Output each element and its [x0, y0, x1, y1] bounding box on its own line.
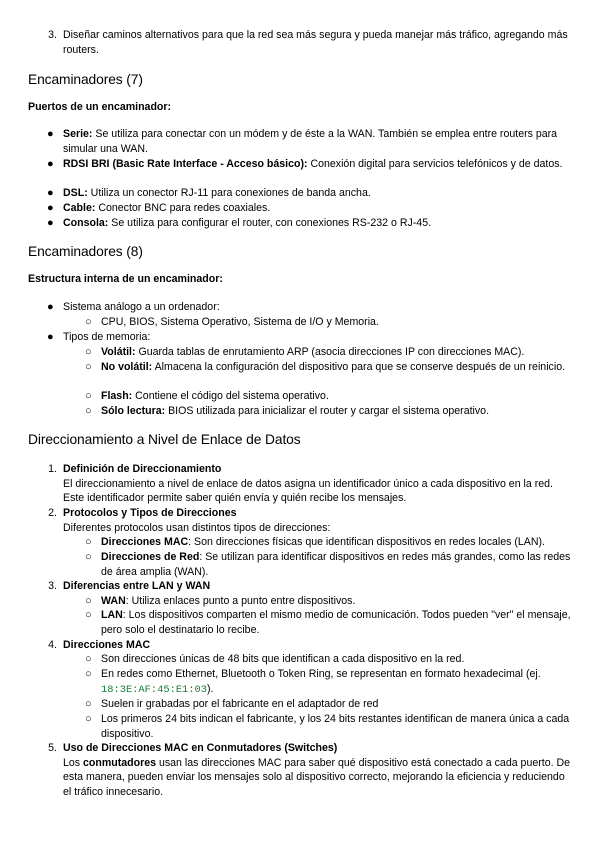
item-title: Direcciones MAC: [63, 639, 151, 651]
list-item: [63, 127, 573, 156]
term: WAN: [101, 595, 126, 607]
sub-list-item: [101, 608, 573, 637]
list-number: 5.: [48, 742, 57, 754]
item-title: Diferencias entre LAN y WAN: [63, 580, 211, 592]
list-item: [63, 216, 573, 231]
list-item: Tipos de memoria:: [63, 331, 151, 343]
bullet-icon: ●: [47, 158, 54, 170]
list-number: 2.: [48, 507, 57, 519]
sub-list-item: CPU, BIOS, Sistema Operativo, Sistema de I/O y Memoria.: [101, 316, 379, 328]
sub-list-item: [101, 535, 573, 550]
bullet-icon: ●: [47, 301, 54, 313]
description: En redes como Ethernet, Bluetooth o Token Ring, se representan en formato hexadecimal (ej.: [101, 668, 541, 680]
item-body: Diferentes protocolos usan distintos tipos de direcciones:: [63, 521, 331, 534]
list-number: 4.: [48, 639, 57, 651]
bullet-icon: ●: [47, 128, 54, 140]
description: Guarda tablas de enrutamiento ARP (asocia direcciones IP con direcciones MAC).: [135, 346, 525, 358]
term: Consola:: [63, 217, 109, 229]
list-item: [63, 157, 573, 172]
circle-bullet-icon: ○: [85, 713, 92, 725]
sub-list-item: Suelen ir grabadas por el fabricante en el adaptador de red: [101, 698, 379, 710]
circle-bullet-icon: ○: [85, 361, 92, 373]
section-heading: Encaminadores (7): [28, 72, 143, 87]
sub-list-item: [101, 360, 573, 375]
description: Utiliza un conector RJ-11 para conexiones de banda ancha.: [87, 187, 371, 199]
bullet-icon: ●: [47, 187, 54, 199]
sub-list-item: [101, 345, 573, 360]
list-item: [63, 506, 573, 535]
term: Volátil:: [101, 346, 136, 358]
list-item: [63, 201, 573, 216]
circle-bullet-icon: ○: [85, 390, 92, 402]
item-body: El direccionamiento a nivel de enlace de datos asigna un identificador único a cada dispositivo en la red. Este identificador permite saber quién envía y quién recibe los mensajes.: [63, 477, 553, 505]
circle-bullet-icon: ○: [85, 346, 92, 358]
circle-bullet-icon: ○: [85, 405, 92, 417]
list-item-text: Diseñar caminos alternativos para que la red sea más segura y pueda manejar más tráfico, agregando más routers.: [63, 29, 568, 56]
section-subheading: Estructura interna de un encaminador:: [28, 273, 223, 285]
sub-list-item: Los primeros 24 bits indican el fabricante, y los 24 bits restantes identifican de manera única a cada dispositivo.: [101, 713, 570, 740]
term: conmutadores: [83, 756, 157, 769]
bullet-icon: ●: [47, 331, 54, 343]
section-heading: Direccionamiento a Nivel de Enlace de Datos: [28, 432, 301, 447]
circle-bullet-icon: ○: [85, 551, 92, 563]
sub-list-item: [101, 594, 573, 609]
sub-list-item: [101, 667, 573, 697]
list-number: 3.: [48, 580, 57, 592]
circle-bullet-icon: ○: [85, 668, 92, 680]
item-title: Uso de Direcciones MAC en Conmutadores (Switches): [63, 742, 338, 754]
list-item: [63, 462, 573, 506]
description: Contiene el código del sistema operativo.: [132, 390, 329, 402]
sub-list-item: [101, 404, 573, 419]
term: Direcciones MAC: [101, 536, 189, 548]
term: Direcciones de Red: [101, 551, 200, 563]
term: Flash:: [101, 390, 133, 402]
list-number: 1.: [48, 463, 57, 475]
item-body-pre: Los: [63, 756, 84, 769]
description-end: ).: [207, 682, 214, 695]
circle-bullet-icon: ○: [85, 536, 92, 548]
bullet-icon: ●: [47, 217, 54, 229]
circle-bullet-icon: ○: [85, 316, 92, 328]
term: Cable:: [63, 202, 96, 214]
list-item: Sistema análogo a un ordenador:: [63, 301, 220, 313]
list-item: [63, 638, 573, 653]
list-item: [63, 186, 573, 201]
circle-bullet-icon: ○: [85, 609, 92, 621]
description: BIOS utilizada para inicializar el router y cargar el sistema operativo.: [165, 405, 490, 417]
sub-list-item: Son direcciones únicas de 48 bits que identifican a cada dispositivo en la red.: [101, 653, 465, 665]
circle-bullet-icon: ○: [85, 653, 92, 665]
mac-address-example: 18:3E:AF:45:E1:03: [101, 683, 208, 696]
description: Se utiliza para conectar con un módem y de éste a la WAN. También se emplea entre routers para simular una WAN.: [63, 128, 558, 155]
item-body: usan las direcciones MAC para saber qué dispositivo está conectado a cada puerto. De esta manera, pueden enviar los mensajes solo al dispositivo correcto, mejorando la eficiencia y reduciendo el tráfico innecesario.: [63, 756, 571, 798]
description: : Los dispositivos comparten el mismo medio de comunicación. Todos pueden "ver" el mensaje, pero solo el destinatario lo recibe.: [101, 609, 571, 636]
term: DSL:: [63, 187, 88, 199]
item-title: Protocolos y Tipos de Direcciones: [63, 507, 237, 519]
description: : Son direcciones físicas que identifican dispositivos en redes locales (LAN).: [188, 536, 545, 548]
circle-bullet-icon: ○: [85, 698, 92, 710]
list-item: [63, 579, 573, 594]
list-item: [63, 741, 573, 799]
term: LAN: [101, 609, 123, 621]
term: RDSI BRI (Basic Rate Interface - Acceso básico):: [63, 158, 308, 170]
section-subheading: Puertos de un encaminador:: [28, 101, 172, 113]
term: Sólo lectura:: [101, 405, 166, 417]
description: Conexión digital para servicios telefónicos y de datos.: [307, 158, 563, 170]
term: Serie:: [63, 128, 93, 140]
term: No volátil:: [101, 361, 153, 373]
description: : Se utilizan para identificar dispositivos en redes más grandes, como las redes de área amplia (WAN).: [101, 551, 571, 578]
description: Almacena la configuración del dispositivo para que se conserve después de un reinicio.: [152, 361, 566, 373]
section-heading: Encaminadores (8): [28, 244, 143, 259]
description: Se utiliza para configurar el router, con conexiones RS-232 o RJ-45.: [108, 217, 432, 229]
description: Conector BNC para redes coaxiales.: [95, 202, 271, 214]
list-number: 3.: [48, 29, 57, 41]
sub-list-item: [101, 550, 573, 579]
description: : Utiliza enlaces punto a punto entre dispositivos.: [125, 595, 356, 607]
item-title: Definición de Direccionamiento: [63, 463, 222, 475]
circle-bullet-icon: ○: [85, 595, 92, 607]
sub-list-item: [101, 389, 573, 404]
bullet-icon: ●: [47, 202, 54, 214]
